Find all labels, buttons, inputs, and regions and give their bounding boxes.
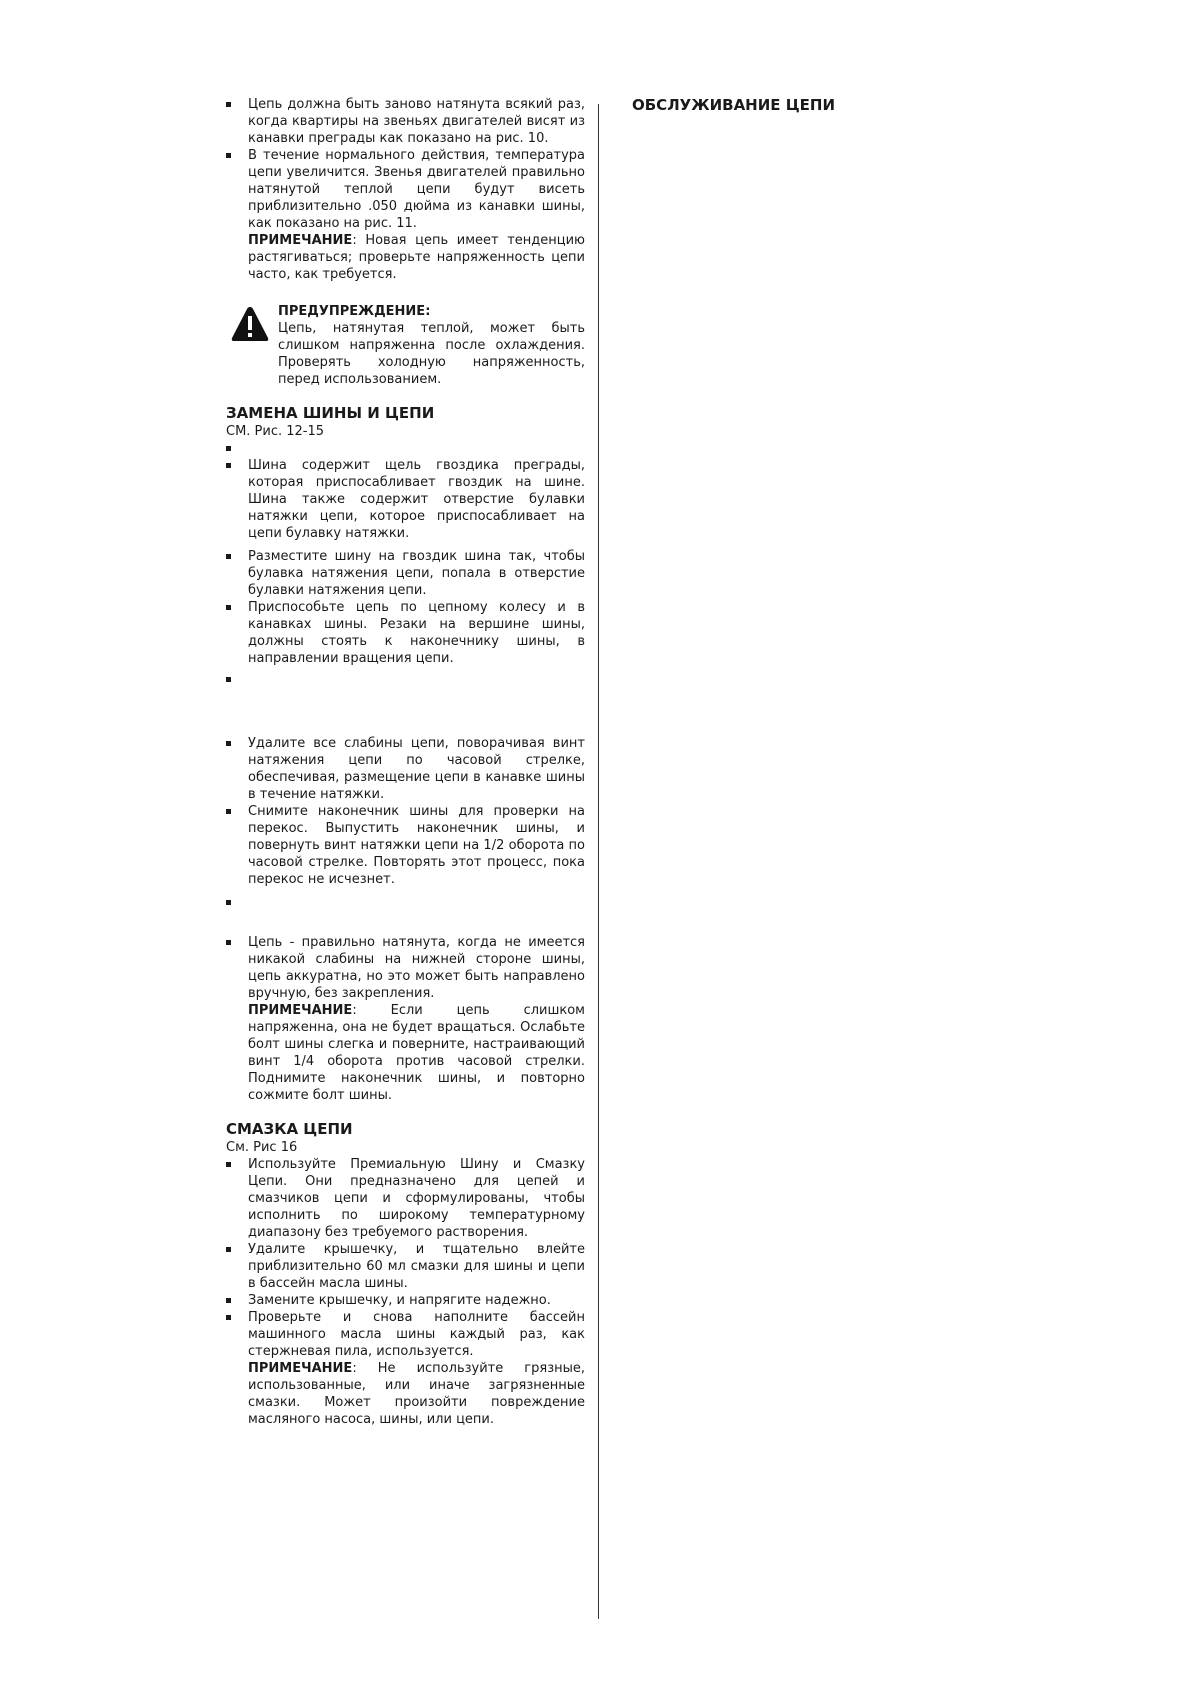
- list-item: [226, 671, 585, 735]
- bullet-icon: [226, 102, 231, 107]
- bullet-icon: [226, 605, 231, 610]
- list-item: Цепь - правильно натянута, когда не имеется никакой слабины на нижней стороне шины, цепь аккуратна, но это может быть направлено вручную, без закрепления. ПРИМЕЧАНИЕ: Если цепь слишком напряженна, она не будет вращаться. Ослабьте болт шины слегка и поверните, настраивающий винт 1/4 оборота против часовой стрелки. Поднимите наконечник шины, и повторно сожмите болт шины.: [226, 934, 585, 1104]
- right-column: [632, 96, 1052, 114]
- column-divider: [598, 104, 599, 1619]
- list-item: [226, 894, 585, 934]
- note-label: ПРИМЕЧАНИЕ: [248, 1003, 353, 1018]
- list-item: Замените крышечку, и напрягите надежно.: [226, 1292, 585, 1309]
- bullet-icon: [226, 554, 231, 559]
- bullet-icon: [226, 900, 231, 905]
- list-item: [226, 440, 585, 457]
- section-heading-lube: СМАЗКА ЦЕПИ: [226, 1120, 353, 1138]
- note: [248, 232, 585, 283]
- note: [248, 1002, 585, 1104]
- warning-title: ПРЕДУПРЕЖДЕНИЕ:: [278, 304, 431, 319]
- list-item: Цепь должна быть заново натянута всякий раз, когда квартиры на звеньях двигателей висят из канавки преграды как показано на рис. 10.: [226, 96, 585, 147]
- list-item: Используйте Премиальную Шину и Смазку Цепи. Они предназначено для цепей и смазчиков цепи и сформулированы, чтобы исполнить по широкому температурному диапазону без требуемого растворения.: [226, 1156, 585, 1241]
- list-item: Приспособьте цепь по цепному колесу и в канавках шины. Резаки на вершине шины, должны стоять к наконечнику шины, в направлении вращения цепи.: [226, 599, 585, 667]
- list-item: Снимите наконечник шины для проверки на перекос. Выпустить наконечник шины, и повернуть винт натяжки цепи на 1/2 оборота по часовой стрелке. Повторять этот процесс, пока перекос не исчезнет.: [226, 803, 585, 888]
- list-item: В течение нормального действия, температура цепи увеличится. Звенья двигателей правильно натянутой теплой цепи будут висеть приблизительно .050 дюйма из канавки шины, как показано на рис. 11. ПРИМЕЧАНИЕ: Новая цепь имеет тенденцию растягиваться; проверьте напряженность цепи часто, как требуется.: [226, 147, 585, 283]
- list-item: Шина содержит щель гвоздика преграды, которая приспосабливает гвоздик на шине. Шина также содержит отверстие булавки натяжки цепи, которое приспосабливает на цепи булавку натяжки.: [226, 457, 585, 542]
- figure-reference: См. Рис 16: [226, 1140, 298, 1155]
- bullet-icon: [226, 1315, 231, 1320]
- bullet-icon: [226, 1247, 231, 1252]
- note-label: ПРИМЕЧАНИЕ: [248, 1361, 353, 1376]
- note-text: : Если цепь слишком напряженна, она не будет вращаться. Ослабьте болт шины слегка и поверните, настраивающий винт 1/4 оборота против часовой стрелки. Поднимите наконечник шины, и повторно сожмите болт шины.: [248, 1003, 585, 1103]
- warning-box: [226, 303, 585, 388]
- figure-reference: СМ. Рис. 12-15: [226, 424, 325, 439]
- list-item: Удалите крышечку, и тщательно влейте приблизительно 60 мл смазки для шины и цепи в бассейн масла шины.: [226, 1241, 585, 1292]
- bullet-icon: [226, 677, 231, 682]
- warning-triangle-icon: [230, 305, 270, 343]
- bullet-icon: [226, 446, 231, 451]
- bullet-icon: [226, 463, 231, 468]
- bullet-icon: [226, 940, 231, 945]
- note-label: ПРИМЕЧАНИЕ: [248, 233, 353, 248]
- note-text: : Новая цепь имеет тенденцию растягиваться; проверьте напряженность цепи часто, как требуется.: [248, 233, 585, 282]
- bullet-icon: [226, 153, 231, 158]
- bullet-icon: [226, 1298, 231, 1303]
- note-text: : Не используйте грязные, использованные, или иначе загрязненные смазки. Может произойти повреждение масляного насоса, шины, или цепи.: [248, 1361, 585, 1427]
- bullet-icon: [226, 1162, 231, 1167]
- bullet-icon: [226, 809, 231, 814]
- left-column: [226, 96, 585, 1428]
- list-item: Разместите шину на гвоздик шина так, чтобы булавка натяжения цепи, попала в отверстие булавки натяжения цепи.: [226, 548, 585, 599]
- warning-text: Цепь, натянутая теплой, может быть слишком напряженна после охлаждения. Проверять холодную напряженность, перед использованием.: [278, 321, 585, 387]
- bullet-icon: [226, 741, 231, 746]
- section-heading-replace: ЗАМЕНА ШИНЫ И ЦЕПИ: [226, 404, 435, 422]
- list-item: Проверьте и снова наполните бассейн машинного масла шины каждый раз, как стержневая пила, используется. ПРИМЕЧАНИЕ: Не используйте грязные, использованные, или иначе загрязненные смазки. Может произойти повреждение масляного насоса, шины, или цепи.: [226, 1309, 585, 1428]
- note: [248, 1360, 585, 1428]
- section-heading-maintenance: ОБСЛУЖИВАНИЕ ЦЕПИ: [632, 96, 836, 114]
- list-item: Удалите все слабины цепи, поворачивая винт натяжения цепи по часовой стрелке, обеспечивая, размещение цепи в канавке шины в течение натяжки.: [226, 735, 585, 803]
